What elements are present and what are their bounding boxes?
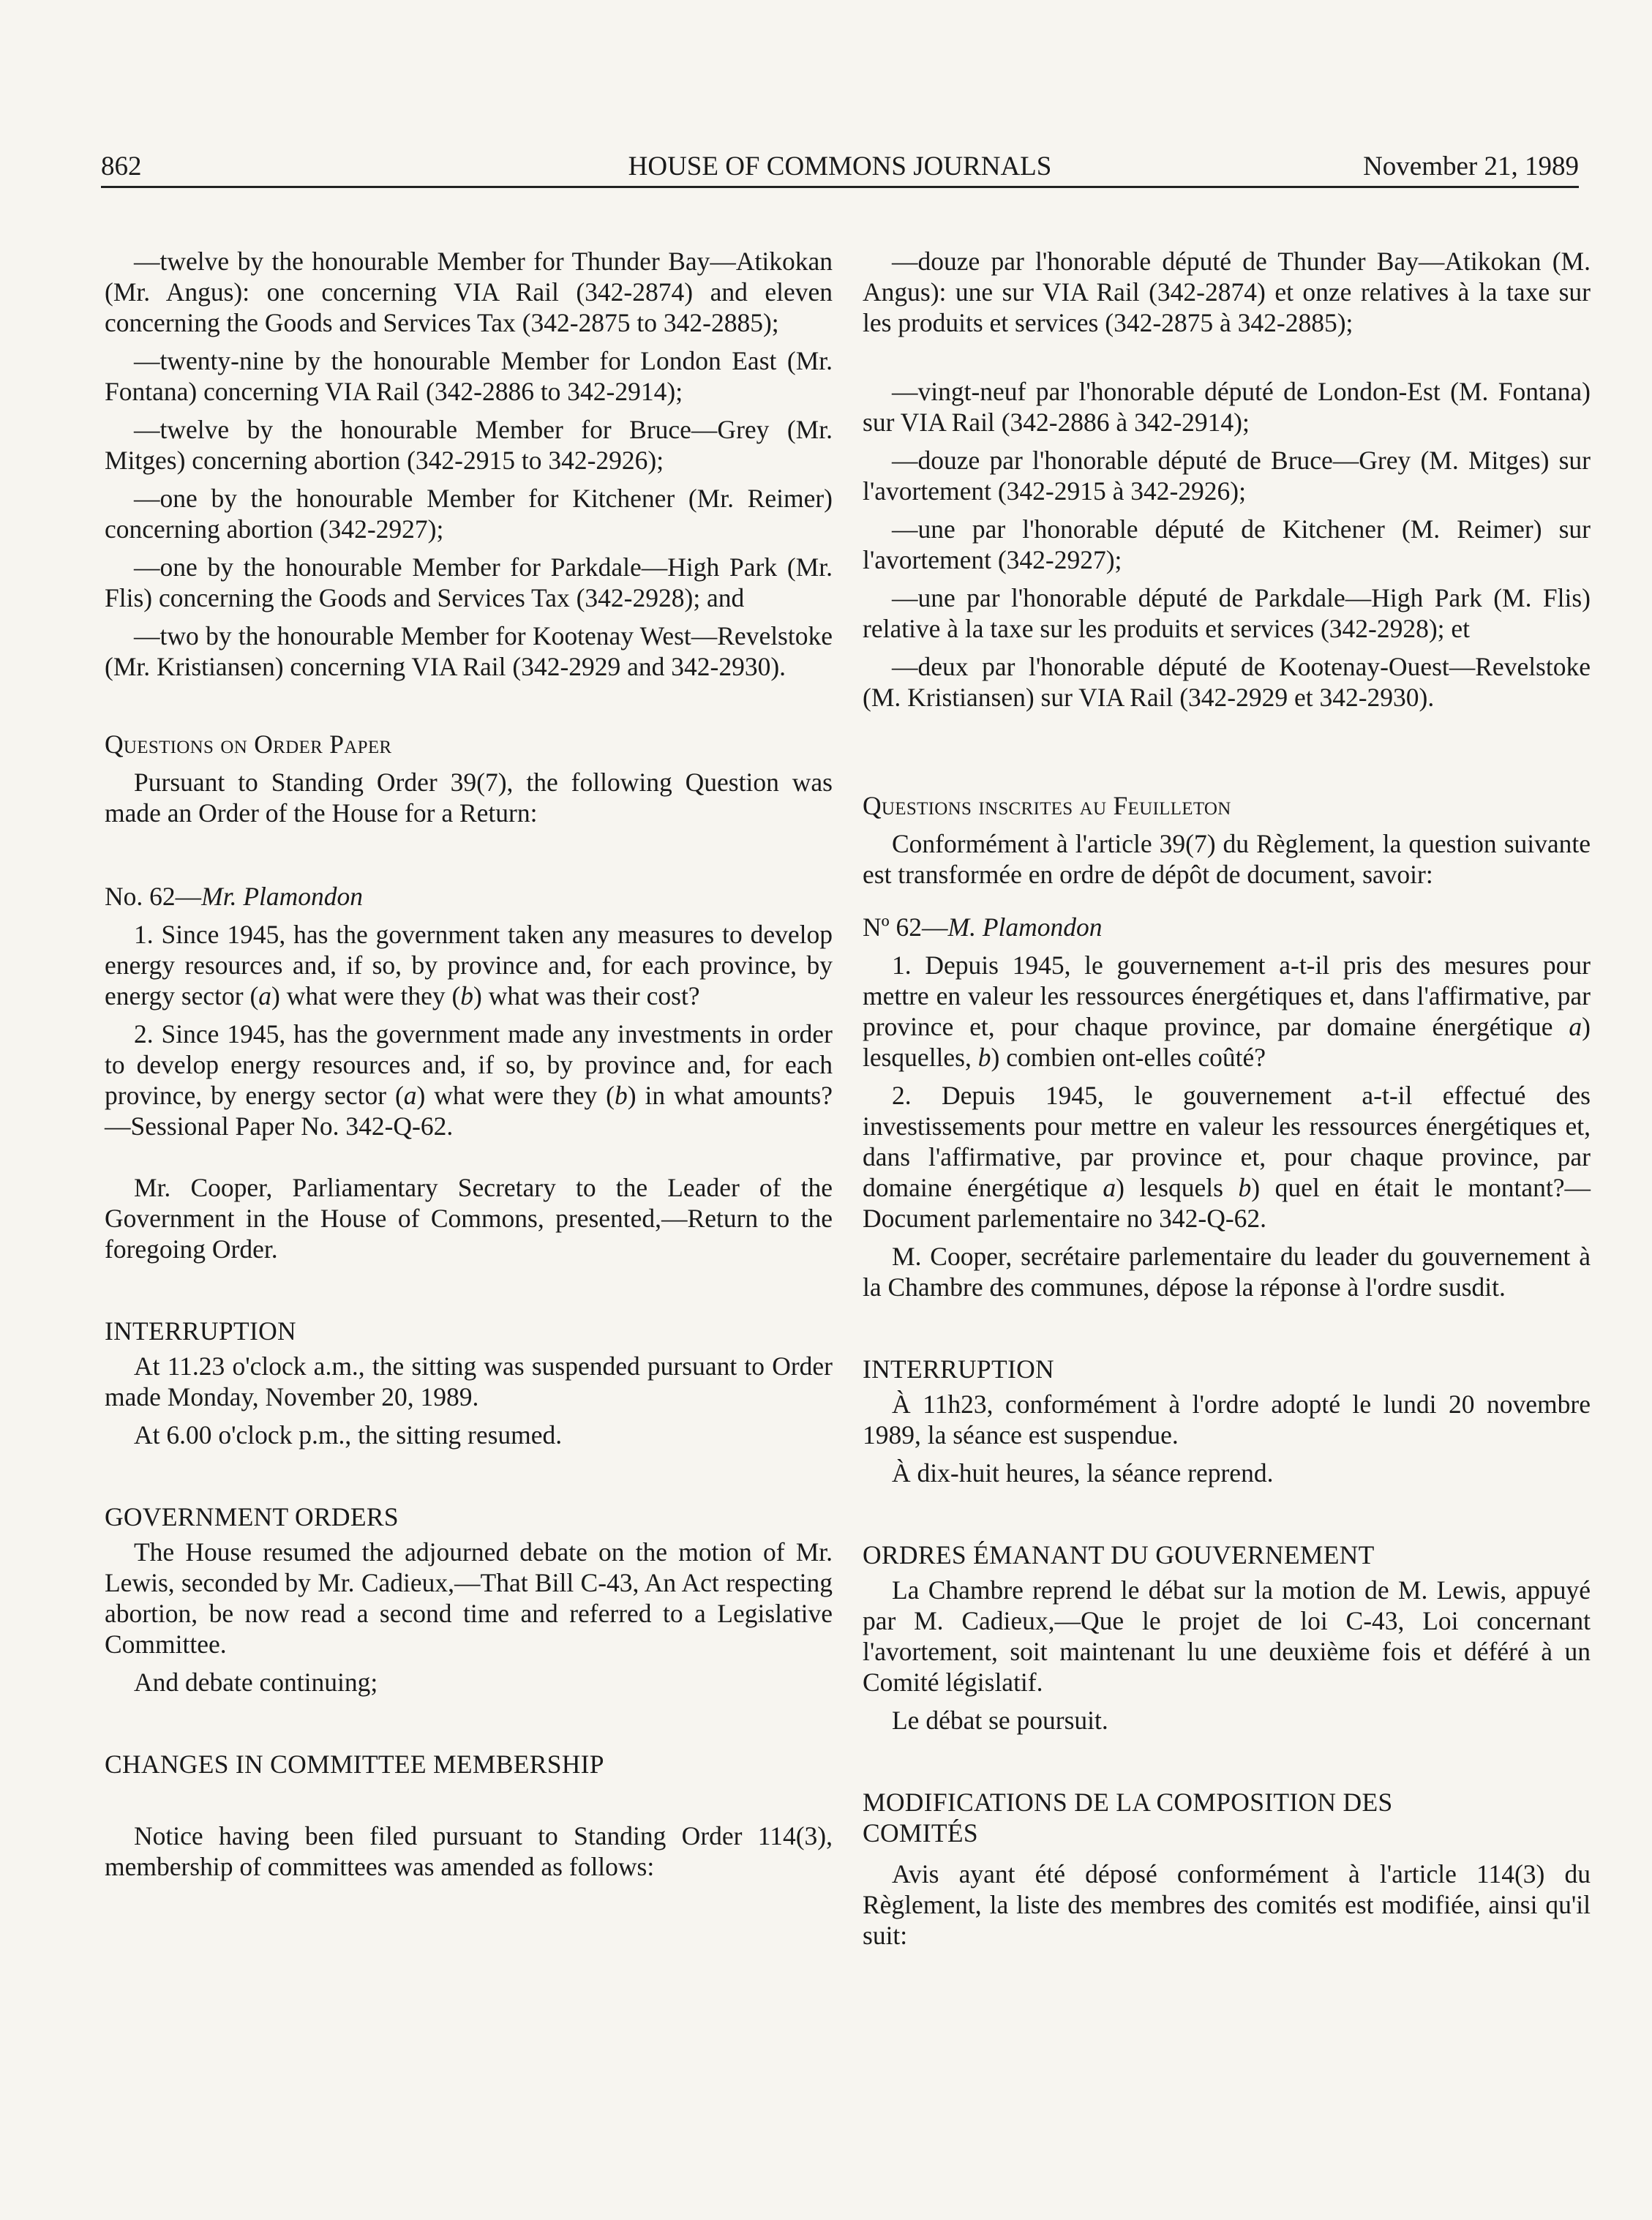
petition-item: —twenty-nine by the honourable Member for London East (Mr. Fontana) concerning VIA Rail (342-2886 to 342-2914); [105,346,833,406]
question-1: 1. Since 1945, has the government taken any measures to develop energy resources and, if so, by province and, for each province, by energy sector (a) what were they (b) what was their cost? [105,920,833,1010]
petition-item: —douze par l'honorable député de Bruce—Grey (M. Mitges) sur l'avortement (342-2915 à 342-2926); [863,446,1591,506]
question-2: 2. Depuis 1945, le gouvernement a-t-il effectué des investissements pour mettre en valeur les ressources énergétiques et, dans l'affirmative, par province et, pour chaque province, par domaine énergétique a) lesquels b) quel en était le montant?—Document parlementaire no 342-Q-62. [863,1081,1591,1233]
section-heading-government-orders: GOVERNMENT ORDERS [105,1502,399,1531]
section-heading-committee-changes: CHANGES IN COMMITTEE MEMBERSHIP [105,1750,604,1779]
page-header [101,146,1579,187]
section-heading-interruption: INTERRUPTION [863,1354,1054,1384]
interruption-text: At 11.23 o'clock a.m., the sitting was suspended pursuant to Order made Monday, November 20, 1989. [105,1351,833,1411]
committee-changes-text: Notice having been filed pursuant to Standing Order 114(3), membership of committees was amended as follows: [105,1821,833,1881]
header-rule [101,186,1579,188]
section-heading-government-orders: ORDRES ÉMANANT DU GOUVERNEMENT [863,1540,1375,1570]
petition-item: —une par l'honorable député de Kitchener (M. Reimer) sur l'avortement (342-2927); [863,514,1591,574]
petition-item: —one by the honourable Member for Kitchener (Mr. Reimer) concerning abortion (342-2927); [105,484,833,544]
english-column [105,246,833,1882]
petition-item: —une par l'honorable député de Parkdale—High Park (M. Flis) relative à la taxe sur les produits et services (342-2928); et [863,583,1591,643]
petition-item: —twelve by the honourable Member for Thunder Bay—Atikokan (Mr. Angus): one concerning VIA Rail (342-2874) and eleven concerning the Goods and Services Tax (342-2875 to 342-2885); [105,247,833,337]
petition-item: —vingt-neuf par l'honorable député de London-Est (M. Fontana) sur VIA Rail (342-2886 à 342-2914); [863,377,1591,437]
page-number: 862 [101,151,142,181]
petition-item: —two by the honourable Member for Kootenay West—Revelstoke (Mr. Kristiansen) concerning VIA Rail (342-2929 and 342-2930). [105,621,833,681]
interruption-resume: At 6.00 o'clock p.m., the sitting resumed. [134,1420,563,1450]
petition-item: —one by the honourable Member for Parkdale—High Park (Mr. Flis) concerning the Goods and Services Tax (342-2928); and [105,552,833,612]
question-2: 2. Since 1945, has the government made any investments in order to develop energy resources and, if so, by province and, for each province, by energy sector (a) what were they (b) in what amounts?—Sessional Paper No. 342-Q-62. [105,1019,833,1141]
committee-changes-text: Avis ayant été déposé conformément à l'article 114(3) du Règlement, la liste des membres des comités est modifiée, ainsi qu'il suit: [863,1859,1591,1950]
government-orders-text: The House resumed the adjourned debate on the motion of Mr. Lewis, seconded by Mr. Cadieux,—That Bill C-43, An Act respecting abortion, be now read a second time and referred to a Legislative Committee. [105,1537,833,1659]
petition-item: —deux par l'honorable député de Kootenay-Ouest—Revelstoke (M. Kristiansen) sur VIA Rail (342-2929 et 342-2930). [863,652,1591,712]
interruption-resume: À dix-huit heures, la séance reprend. [892,1458,1274,1488]
question-member: Mr. Plamondon [201,882,364,911]
questions-intro: Conformément à l'article 39(7) du Règlement, la question suivante est transformée en ordre de dépôt de document, savoir: [863,829,1591,889]
section-heading-questions: Questions on Order Paper [105,730,392,759]
debate-continuing: Le débat se poursuit. [892,1706,1108,1735]
petition-item: —twelve by the honourable Member for Bruce—Grey (Mr. Mitges) concerning abortion (342-2915 to 342-2926); [105,415,833,475]
question-number: No. 62—Mr. Plamondon [105,882,364,911]
question-member: M. Plamondon [947,912,1103,942]
question-number: Nº 62—M. Plamondon [863,912,1103,942]
journal-title: HOUSE OF COMMONS JOURNALS [628,151,1052,181]
petition-item: —douze par l'honorable député de Thunder Bay—Atikokan (M. Angus): une sur VIA Rail (342-2874) et onze relatives à la taxe sur les produits et services (342-2875 à 342-2885); [863,247,1591,337]
return-paragraph: Mr. Cooper, Parliamentary Secretary to the Leader of the Government in the House of Commons, presented,—Return to the foregoing Order. [105,1173,833,1264]
question-1: 1. Depuis 1945, le gouvernement a-t-il pris des mesures pour mettre en valeur les ressources énergétiques et, dans l'affirmative, par province et, pour chaque province, par domaine énergétique a) lesquelles, b) combien ont-elles coûté? [863,950,1591,1072]
government-orders-text: La Chambre reprend le débat sur la motion de M. Lewis, appuyé par M. Cadieux,—Que le projet de loi C-43, Loi concernant l'avortement, soit maintenant lu une deuxième fois et déféré à un Comité législatif. [863,1575,1591,1697]
debate-continuing: And debate continuing; [134,1668,378,1697]
section-heading-questions: Questions inscrites au Feuilleton [863,791,1231,820]
section-heading-interruption: INTERRUPTION [105,1316,296,1346]
interruption-text: À 11h23, conformément à l'ordre adopté le lundi 20 novembre 1989, la séance est suspendue. [863,1390,1591,1450]
journal-date: November 21, 1989 [1363,151,1579,181]
return-paragraph: M. Cooper, secrétaire parlementaire du leader du gouvernement à la Chambre des communes, dépose la réponse à l'ordre susdit. [863,1242,1591,1302]
french-column [863,246,1591,1951]
section-heading-committee-changes: MODIFICATIONS DE LA COMPOSITION DES COMITÉS [863,1788,1393,1848]
questions-intro: Pursuant to Standing Order 39(7), the following Question was made an Order of the House for a Return: [105,768,833,828]
